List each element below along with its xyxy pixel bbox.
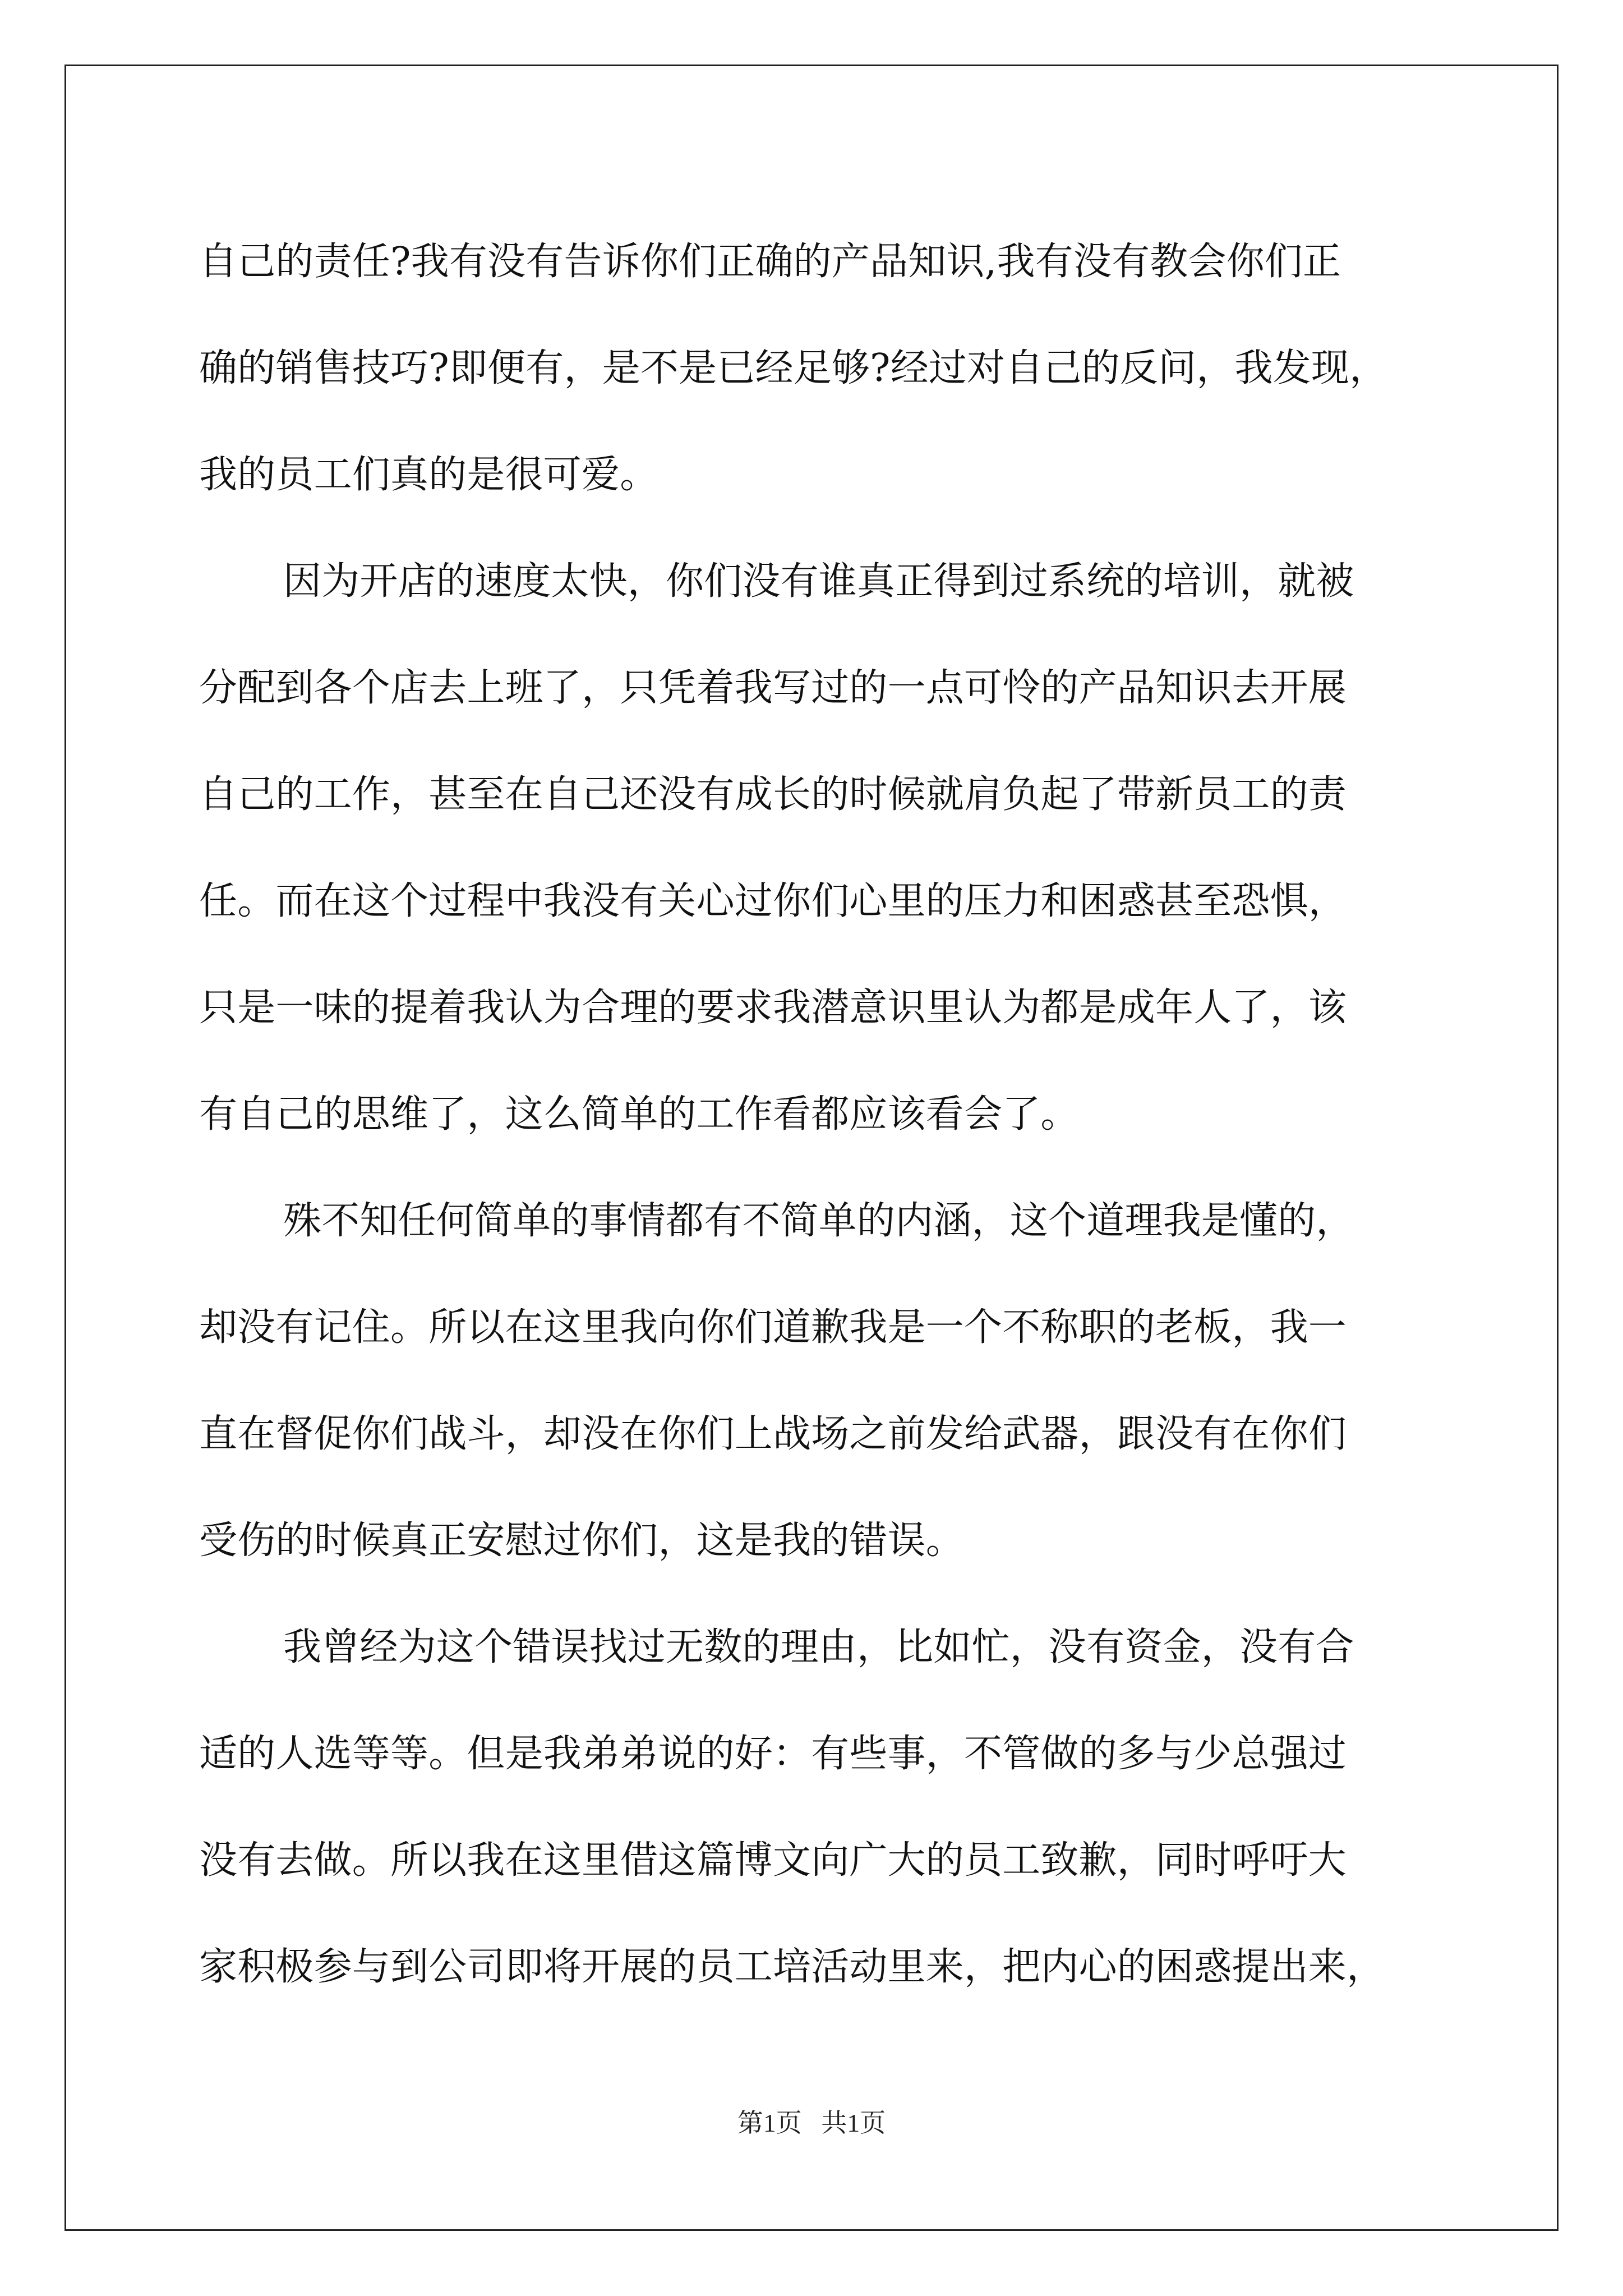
paragraph-first-line: 因为开店的速度太快，你们没有谁真正得到过系统的培训，就被 [283,559,1354,604]
page-number: 第1页 [737,2109,802,2137]
page-total: 共1页 [821,2109,886,2137]
text-line: 确的销售技巧?即便有，是不是已经足够?经过对自己的反问，我发现， [199,346,1388,390]
document-body [199,209,1430,2021]
text-line: 任。而在这个过程中我没有关心过你们心里的压力和困惑甚至恐惧， [199,879,1347,923]
text-line: 自己的工作，甚至在自己还没有成长的时候就肩负起了带新员工的责 [199,772,1347,817]
text-line: 自己的责任?我有没有告诉你们正确的产品知识,我有没有教会你们正 [199,240,1341,284]
text-line: 直在督促你们战斗，却没在你们上战场之前发给武器，跟没有在你们 [199,1412,1347,1456]
text-line: 没有去做。所以我在这里借这篇博文向广大的员工致歉，同时呼吁大 [199,1838,1347,1883]
text-line: 我的员工们真的是很可爱。 [199,453,658,497]
text-line: 分配到各个店去上班了，只凭着我写过的一点可怜的产品知识去开展 [199,666,1347,710]
text-line: 有自己的思维了，这么简单的工作看都应该看会了。 [199,1092,1079,1137]
paragraph-first-line: 殊不知任何简单的事情都有不简单的内涵，这个道理我是懂的， [283,1199,1354,1243]
paragraph-first-line: 我曾经为这个错误找过无数的理由，比如忙，没有资金，没有合 [283,1625,1354,1669]
text-line: 家积极参与到公司即将开展的员工培活动里来，把内心的困惑提出来， [199,1945,1385,1989]
text-line: 受伤的时候真正安慰过你们，这是我的错误。 [199,1519,965,1563]
footer-spacer [802,2109,822,2137]
text-line: 只是一味的提着我认为合理的要求我潜意识里认为都是成年人了，该 [199,986,1347,1030]
text-line: 适的人选等等。但是我弟弟说的好：有些事，不管做的多与少总强过 [199,1732,1347,1776]
text-line: 却没有记住。所以在这里我向你们道歉我是一个不称职的老板，我一 [199,1305,1347,1350]
page-footer [0,2102,1623,2139]
